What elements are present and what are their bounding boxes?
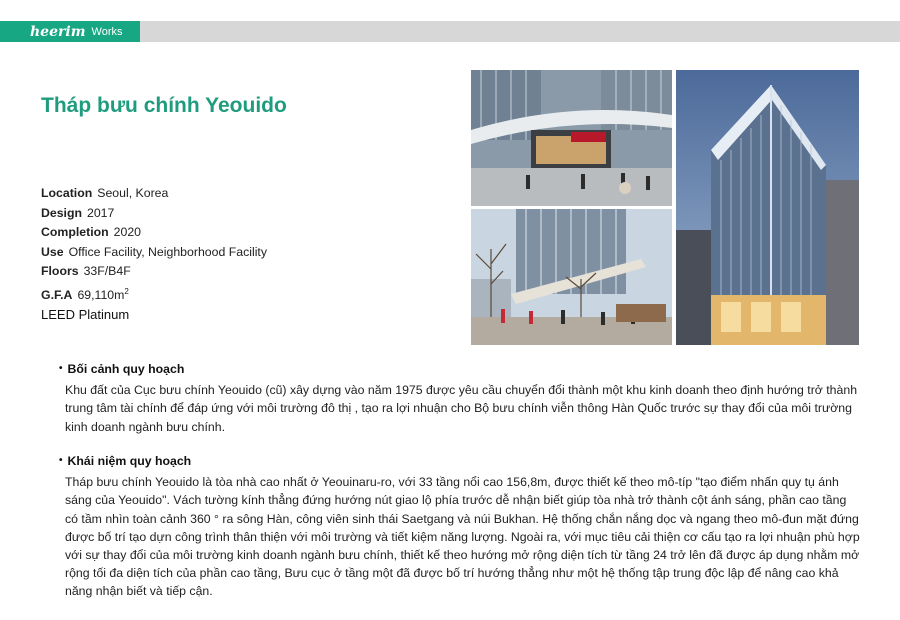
bullet-icon: •	[59, 455, 63, 466]
spec-value: 69,110m	[77, 287, 125, 302]
section-planning-context	[60, 360, 860, 436]
section-label: Works	[91, 25, 123, 38]
brand-tab	[0, 21, 140, 42]
spec-key: G.F.A	[41, 287, 73, 302]
spec-value: 33F/B4F	[83, 264, 131, 278]
entrance-plaza-photo	[471, 70, 672, 206]
section-planning-concept	[60, 452, 860, 601]
spec-value: Seoul, Korea	[97, 186, 169, 200]
spec-key: Completion	[41, 225, 109, 239]
spec-key: Location	[41, 186, 93, 200]
spec-value: 2017	[87, 205, 115, 220]
spec-gfa	[41, 282, 267, 306]
spec-key: Use	[41, 244, 64, 259]
spec-use	[41, 243, 267, 263]
section-heading	[60, 360, 860, 378]
spec-completion	[41, 223, 267, 243]
spec-design	[41, 204, 267, 224]
section-body: Tháp bưu chính Yeouido là tòa nhà cao nhất ở Yeouinaru-ro, với 33 tầng nổi cao 156,8m, được thiết kế theo mô-típ "tạo điểm nhấn quy tụ ánh sáng của Yeouido". Vách tường kính thẳng đứng hướng nút giao lộ phía trước dễ nhận biết giúp tòa nhà trở thành cột ánh sáng, phần cao tầng có tầm nhìn toàn cảnh 360 ° ra sông Hàn, công viên sinh thái Saetgang và núi Bukhan. Hệ thống chắn nắng dọc và ngang theo mô-đun mặt đứng được bố trí tạo dựn công trình thân thiện với môi trường và tiết kiệm năng lượng. Ngoài ra, với mục tiêu cải thiện cơ cấu tạo ra lợi nhuận phù hợp với sự thay đổi của môi trường kinh doanh ngành bưu chính, thiết kế theo hướng mở rộng diện tích từ tầng 24 trở lên đã được áp dụng nhằm mở rộng tối đa diện tích của phần cao tầng, Bưu cục ở tầng một đã được bố trí hướng thẳng như một hệ thống tập trung độc lập để nâng cao khả năng nhận biết và tiếp cận.	[65, 475, 860, 599]
tower-night-photo	[676, 70, 859, 345]
spec-value: 2020	[113, 225, 141, 239]
section-heading-text: Khái niệm quy hoạch	[67, 454, 192, 468]
section-body: Khu đất của Cục bưu chính Yeouido (cũ) xây dựng vào năm 1975 được yêu cầu chuyển đổi thành một khu kinh doanh theo định hướng trở thành trung tâm tài chính để đáp ứng với môi trường đô thị , tạo ra lợi nhuận cho Bộ bưu chính viễn thông Hàn Quốc trước sự thay đổi của môi trường kinh doanh ngành bưu chính.	[65, 383, 858, 434]
section-heading-text: Bối cảnh quy hoạch	[67, 362, 185, 376]
project-title: Tháp bưu chính Yeouido	[41, 94, 287, 117]
spec-key: Design	[41, 205, 82, 220]
spec-location	[41, 184, 267, 204]
bullet-icon: •	[59, 363, 63, 374]
brand-logo: heerim	[30, 23, 86, 40]
spec-floors	[41, 262, 267, 282]
spec-value: Office Facility, Neighborhood Facility	[68, 244, 267, 259]
unit-superscript: 2	[124, 286, 129, 296]
street-view-photo	[471, 209, 672, 345]
project-specs	[41, 184, 267, 325]
certification: LEED Platinum	[41, 307, 130, 323]
section-heading	[60, 452, 860, 470]
spec-key: Floors	[41, 264, 79, 278]
